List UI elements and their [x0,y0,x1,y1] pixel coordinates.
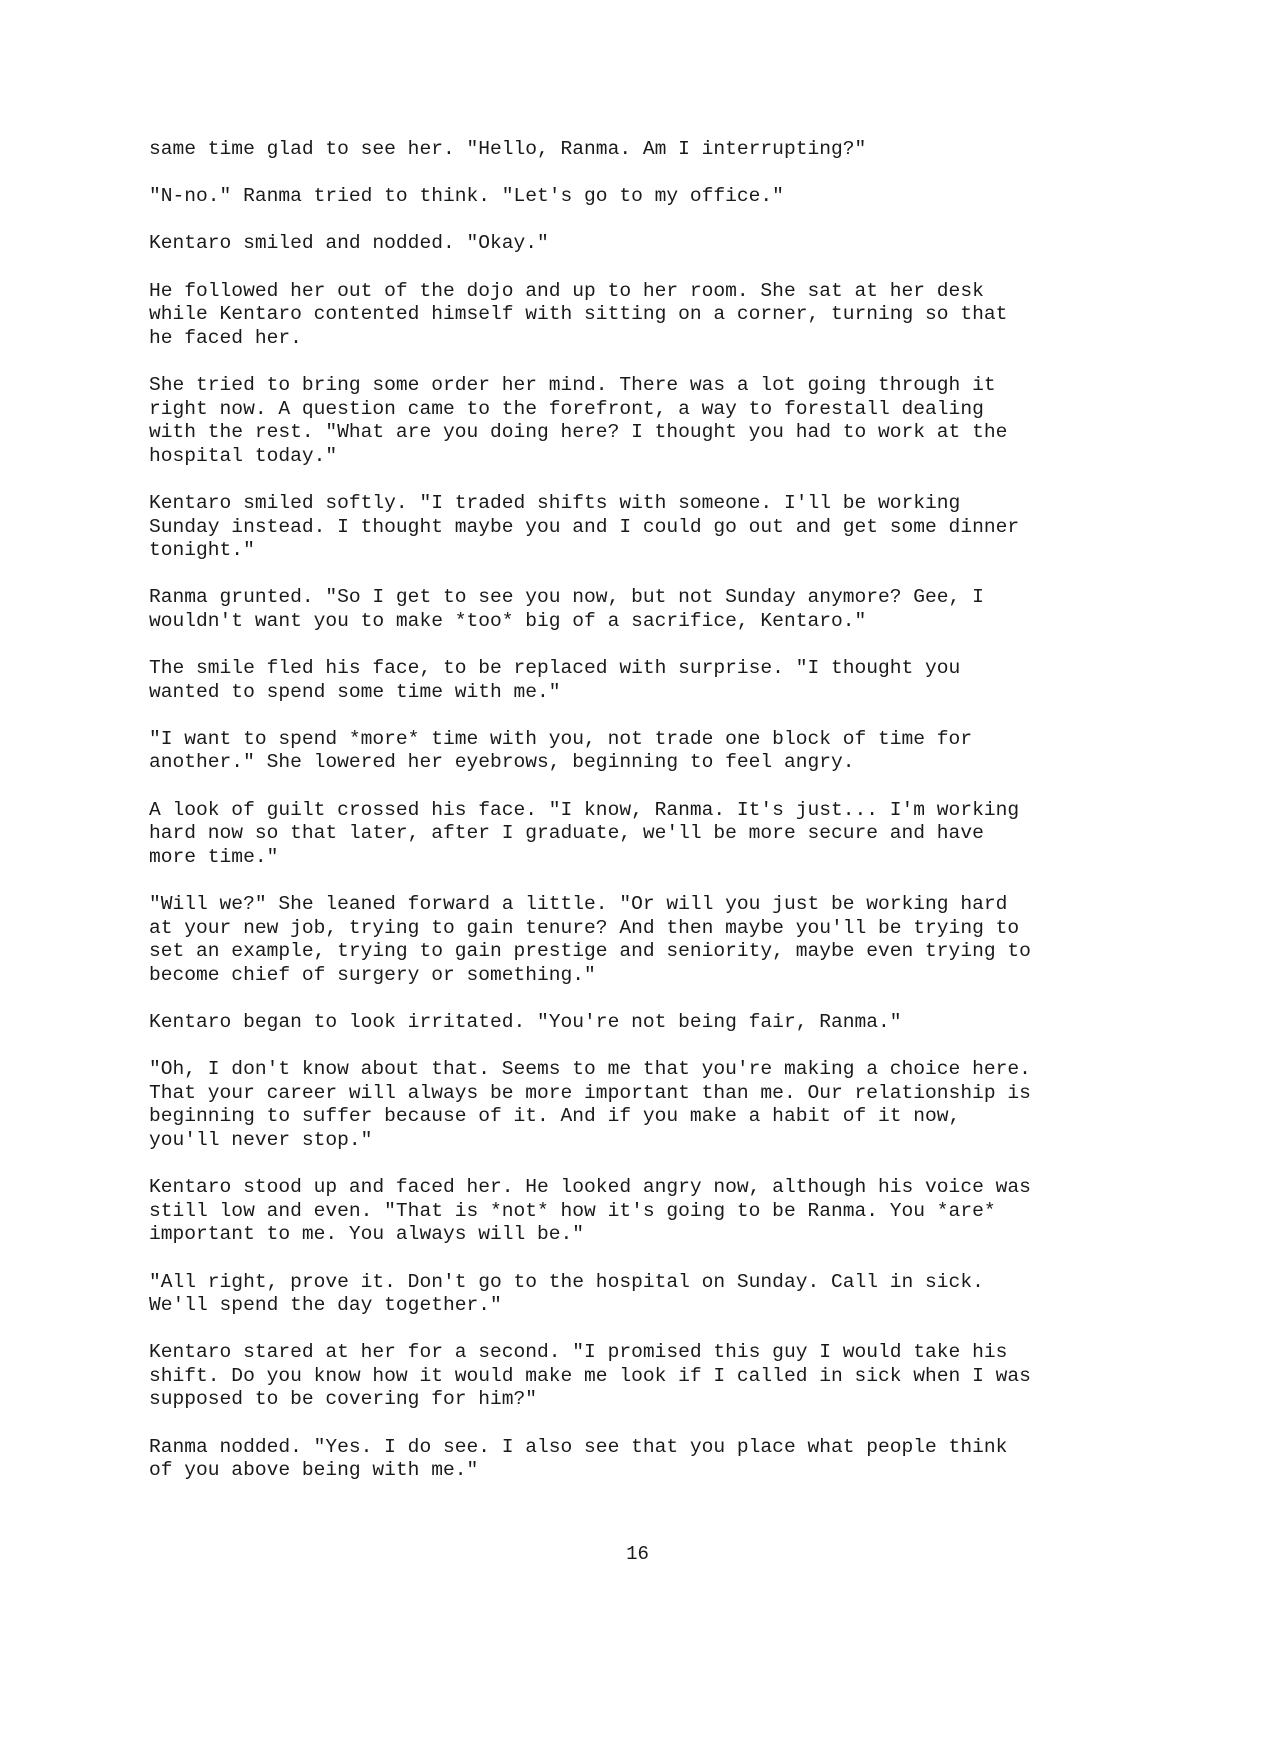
paragraph: Kentaro stood up and faced her. He looked angry now, although his voice was still low and even. "That is *not* how it's going to be Ranma. You *are* important to me. You always will be." [149,1176,1031,1246]
paragraph: Kentaro smiled and nodded. "Okay." [149,232,549,255]
paragraph: "Will we?" She leaned forward a little. "Or will you just be working hard at your new job, trying to gain tenure? And then maybe you'll be trying to set an example, trying to gain prestige and seniority, maybe even trying to become chief of surgery or something." [149,893,1031,986]
paragraph: The smile fled his face, to be replaced with surprise. "I thought you wanted to spend some time with me." [149,657,961,703]
body-text [149,138,1149,1506]
paragraph: "All right, prove it. Don't go to the hospital on Sunday. Call in sick. We'll spend the day together." [149,1270,984,1317]
page-number: 16 [626,1543,649,1565]
paragraph: "I want to spend *more* time with you, not trade one block of time for another." She lowered her eyebrows, beginning to feel angry. [149,727,973,774]
paragraph: same time glad to see her. "Hello, Ranma. Am I interrupting?" [149,138,867,160]
paragraph: "N-no." Ranma tried to think. "Let's go to my office." [149,185,784,208]
paragraph: She tried to bring some order her mind. There was a lot going through it right now. A question came to the forefront, a way to forestall dealing with the rest. "What are you doing here? I thought you had to work at the hospital today." [149,373,1008,467]
paragraph: Kentaro began to look irritated. "You're not being fair, Ranma." [149,1010,902,1033]
paragraph: Ranma grunted. "So I get to see you now, but not Sunday anymore? Gee, I wouldn't want you to make *too* big of a sacrifice, Kentaro." [149,586,984,632]
paragraph: "Oh, I don't know about that. Seems to me that you're making a choice here. That your career will always be more important than me. Our relationship is beginning to suffer because of it. And if you make a habit of it now, you'll never stop." [149,1058,1031,1151]
paragraph: Ranma nodded. "Yes. I do see. I also see that you place what people think of you above being with me." [149,1435,1008,1482]
paragraph: Kentaro stared at her for a second. "I promised this guy I would take his shift. Do you know how it would make me look if I called in sick when I was supposed to be covering for him?" [149,1341,1031,1411]
paragraph: Kentaro smiled softly. "I traded shifts with someone. I'll be working Sunday instead. I thought maybe you and I could go out and get some dinner tonight." [149,491,1020,562]
paragraph: He followed her out of the dojo and up to her room. She sat at her desk while Kentaro contented himself with sitting on a corner, turning so that he faced her. [149,279,1008,349]
paragraph: A look of guilt crossed his face. "I know, Ranma. It's just... I'm working hard now so that later, after I graduate, we'll be more secure and have more time." [149,798,1020,868]
